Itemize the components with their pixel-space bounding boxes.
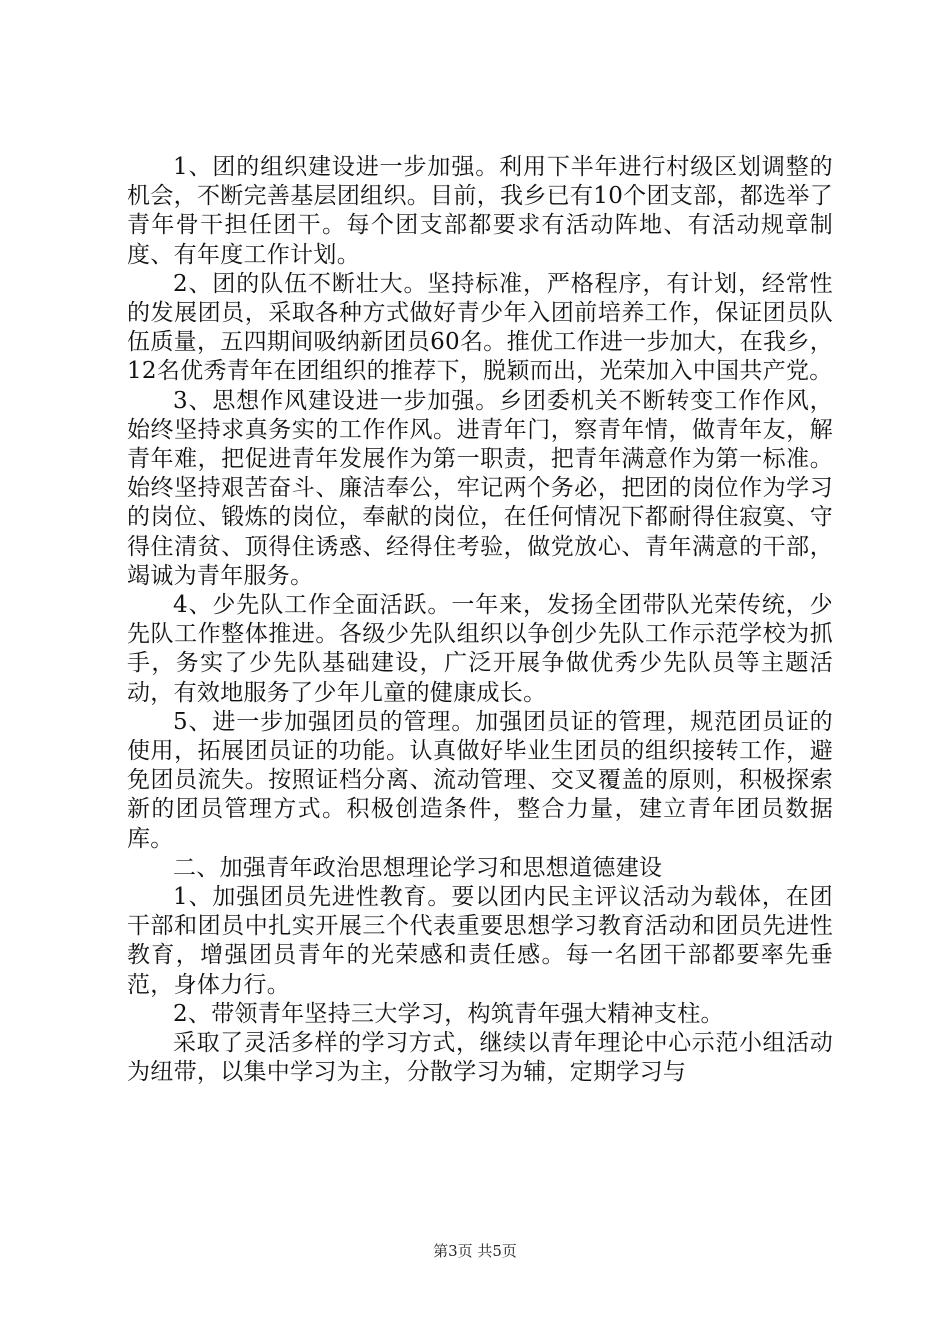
section-heading: 二、加强青年政治思想理论学习和思想道德建设 [173,854,663,881]
paragraph-young-pioneers: 4、少先队工作全面活跃。一年来，发扬全团带队光荣传统，少先队工作整体推进。各级少先队组织以争创少先队工作示范学校为抓手，务实了少先队基础建设，广泛开展争做优秀少先队员等主题活动，有效地服务了少年儿童的健康成长。 [127,592,833,706]
paragraph-work-style: 3、思想作风建设进一步加强。乡团委机关不断转变工作作风，始终坚持求真务实的工作作风。进青年门，察青年情，做青年友，解青年难，把促进青年发展作为第一职责，把青年满意作为第一标准。始终坚持艰苦奋斗、廉洁奉公，牢记两个务必，把团的岗位作为学习的岗位、锻炼的岗位，奉献的岗位，在任何情况下都耐得住寂寞、守得住清贫、顶得住诱惑、经得住考验，做党放心、青年满意的干部，竭诚为青年服务。 [127,387,833,589]
paragraph-team-growth: 2、团的队伍不断壮大。坚持标准，严格程序，有计划，经常性的发展团员，采取各种方式做好青少年入团前培养工作，保证团员队伍质量，五四期间吸纳新团员60名。推优工作进一步加大，在我乡，12名优秀青年在团组织的推荐下，脱颖而出，光荣加入中国共产党。 [127,270,833,385]
paragraph-three-studies: 2、带领青年坚持三大学习，构筑青年强大精神支柱。 [173,1000,724,1027]
paragraph-member-management: 5、进一步加强团员的管理。加强团员证的管理，规范团员证的使用，拓展团员证的功能。认真做好毕业生团员的组织接转工作，避免团员流失。按照证档分离、流动管理、交叉覆盖的原则，积极探索新的团员管理方式。积极创造条件，整合力量，建立青年团员数据库。 [127,708,833,852]
paragraph-org-building: 1、团的组织建设进一步加强。利用下半年进行村级区划调整的机会，不断完善基层团组织。目前，我乡已有10个团支部，都选举了青年骨干担任团干。每个团支部都要求有活动阵地、有活动规章制度、有年度工作计划。 [127,154,833,268]
document-body [127,153,833,1088]
page-number-footer: 第3页 共5页 [433,1242,517,1260]
paragraph-member-education: 1、加强团员先进性教育。要以团内民主评议活动为载体，在团干部和团员中扎实开展三个代表重要思想学习教育活动和团员先进性教育，增强团员青年的光荣感和责任感。每一名团干部都要率先垂范，身体力行。 [127,884,833,998]
paragraph-study-methods: 采取了灵活多样的学习方式，继续以青年理论中心示范小组活动为纽带，以集中学习为主，分散学习为辅，定期学习与 [127,1030,833,1086]
